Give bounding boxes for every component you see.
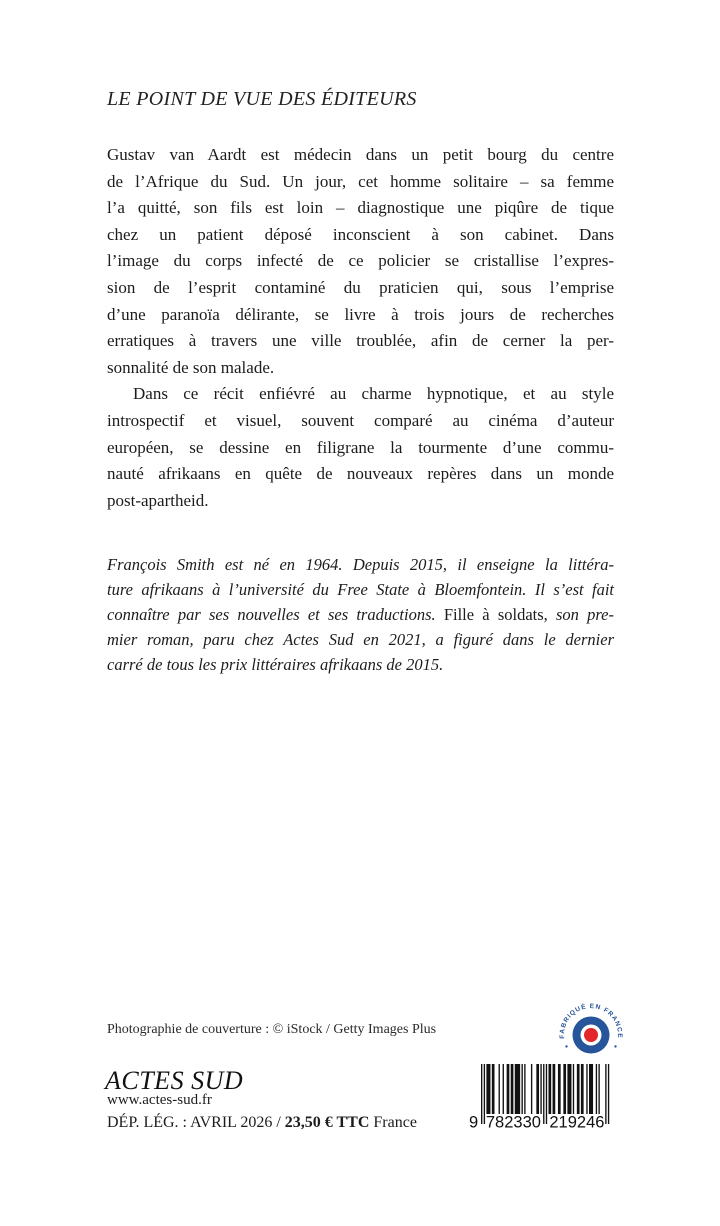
barcode-bar <box>481 1064 482 1124</box>
author-note-line: François Smith est né en 1964. Depuis 2015, il enseigne la littéra- <box>107 555 614 574</box>
barcode-bar <box>596 1064 597 1114</box>
barcode-bar <box>605 1064 606 1124</box>
book-title: Fille à soldats, <box>443 605 548 624</box>
barcode-bar <box>577 1064 580 1114</box>
text-line: erratiques à travers une ville troublée, afin de cerner la per- <box>107 331 614 351</box>
page-title: LE POINT DE VUE DES ÉDITEURS <box>107 88 417 110</box>
badge-dot-left <box>565 1045 567 1047</box>
barcode-bar <box>536 1064 539 1114</box>
synopsis-paragraph-1 <box>107 142 614 381</box>
barcode-bar <box>558 1064 561 1114</box>
barcode-digits: 219246 <box>549 1113 605 1130</box>
barcode-bar <box>573 1064 574 1114</box>
barcode-bar <box>499 1064 500 1114</box>
legal-suffix: France <box>369 1114 417 1131</box>
legal-prefix: DÉP. LÉG. : AVRIL 2026 / <box>107 1114 285 1131</box>
publisher-website: www.actes-sud.fr <box>107 1092 212 1108</box>
barcode-bar <box>531 1064 532 1114</box>
text-line: introspectif et visuel, souvent comparé au cinéma d’auteur <box>107 410 614 430</box>
cover-photo-credit: Photographie de couverture : © iStock / Getty Images Plus <box>107 1022 437 1037</box>
barcode-bar <box>586 1064 587 1114</box>
badge-dot-right <box>614 1045 616 1047</box>
synopsis-paragraph-2 <box>107 381 614 514</box>
made-in-france-badge-icon <box>556 998 626 1068</box>
author-note-line: mier roman, paru chez Actes Sud en 2021, a figuré dans le dernier <box>107 630 614 649</box>
barcode-bar <box>549 1064 552 1114</box>
text-line: l’a quitté, son fils est loin – diagnostique une piqûre de tique <box>107 198 614 218</box>
barcode-bar <box>515 1064 520 1114</box>
barcode-bar <box>589 1064 593 1114</box>
author-note-text: connaître par ses nouvelles et ses traductions. <box>107 605 444 624</box>
barcode-bar <box>511 1064 514 1114</box>
text-line: d’une paranoïa délirante, se livre à trois jours de recherches <box>107 304 614 324</box>
barcode-bar <box>492 1064 495 1114</box>
text-line: de l’Afrique du Sud. Un jour, cet homme solitaire – sa femme <box>107 171 614 191</box>
barcode-digits: 782330 <box>485 1113 541 1130</box>
text-line: post-apartheid. <box>107 490 209 510</box>
text-line: sion de l’esprit contaminé du praticien qui, sous l’emprise <box>107 277 614 297</box>
barcode-bar <box>524 1064 525 1114</box>
author-note <box>107 552 614 677</box>
author-note-text: son pre- <box>547 605 614 624</box>
barcode-bar <box>563 1064 566 1114</box>
text-line: nauté afrikaans en quête de nouveaux repères dans un monde <box>107 464 614 484</box>
price: 23,50 € TTC <box>284 1114 370 1131</box>
synopsis <box>107 142 614 514</box>
barcode-bar <box>540 1064 541 1114</box>
barcode-bar <box>484 1064 485 1124</box>
text-line: sonnalité de son malade. <box>107 357 275 377</box>
author-note-line: ture afrikaans à l’université du Free State à Bloemfontein. Il s’est fait <box>107 580 614 599</box>
barcode-bar <box>507 1064 510 1114</box>
badge-arc-text: FABRIQUÉ EN FRANCE <box>558 1002 624 1039</box>
barcode-bar <box>581 1064 584 1114</box>
barcode-digits: 9 <box>469 1113 479 1130</box>
legal-deposit-line <box>107 1114 417 1132</box>
barcode-bar <box>546 1064 547 1124</box>
author-note-line: carré de tous les prix littéraires afrikaans de 2015. <box>107 655 444 674</box>
author-note-line <box>107 602 614 627</box>
barcode-bar <box>608 1064 609 1124</box>
text-line: l’image du corps infecté de ce policier se cristallise l’expres- <box>107 251 614 271</box>
barcode-bar <box>522 1064 523 1114</box>
text-line: Gustav van Aardt est médecin dans un petit bourg du centre <box>107 145 614 164</box>
text-line: européen, se dessine en filigrane la tourmente d’une commu- <box>107 437 614 457</box>
barcode-bar <box>598 1064 599 1114</box>
cocarde-icon <box>573 1017 610 1054</box>
barcode-bar <box>567 1064 571 1114</box>
publisher-logo: ACTES SUD <box>105 1066 244 1095</box>
text-line: Dans ce récit enfiévré au charme hypnotique, et au style <box>133 384 614 404</box>
barcode-bar <box>553 1064 556 1114</box>
barcode-bar <box>503 1064 504 1114</box>
barcode-bar <box>486 1064 490 1114</box>
barcode-bar <box>543 1064 544 1124</box>
isbn-barcode <box>468 1064 618 1130</box>
text-line: chez un patient déposé inconscient à son cabinet. Dans <box>107 224 614 244</box>
